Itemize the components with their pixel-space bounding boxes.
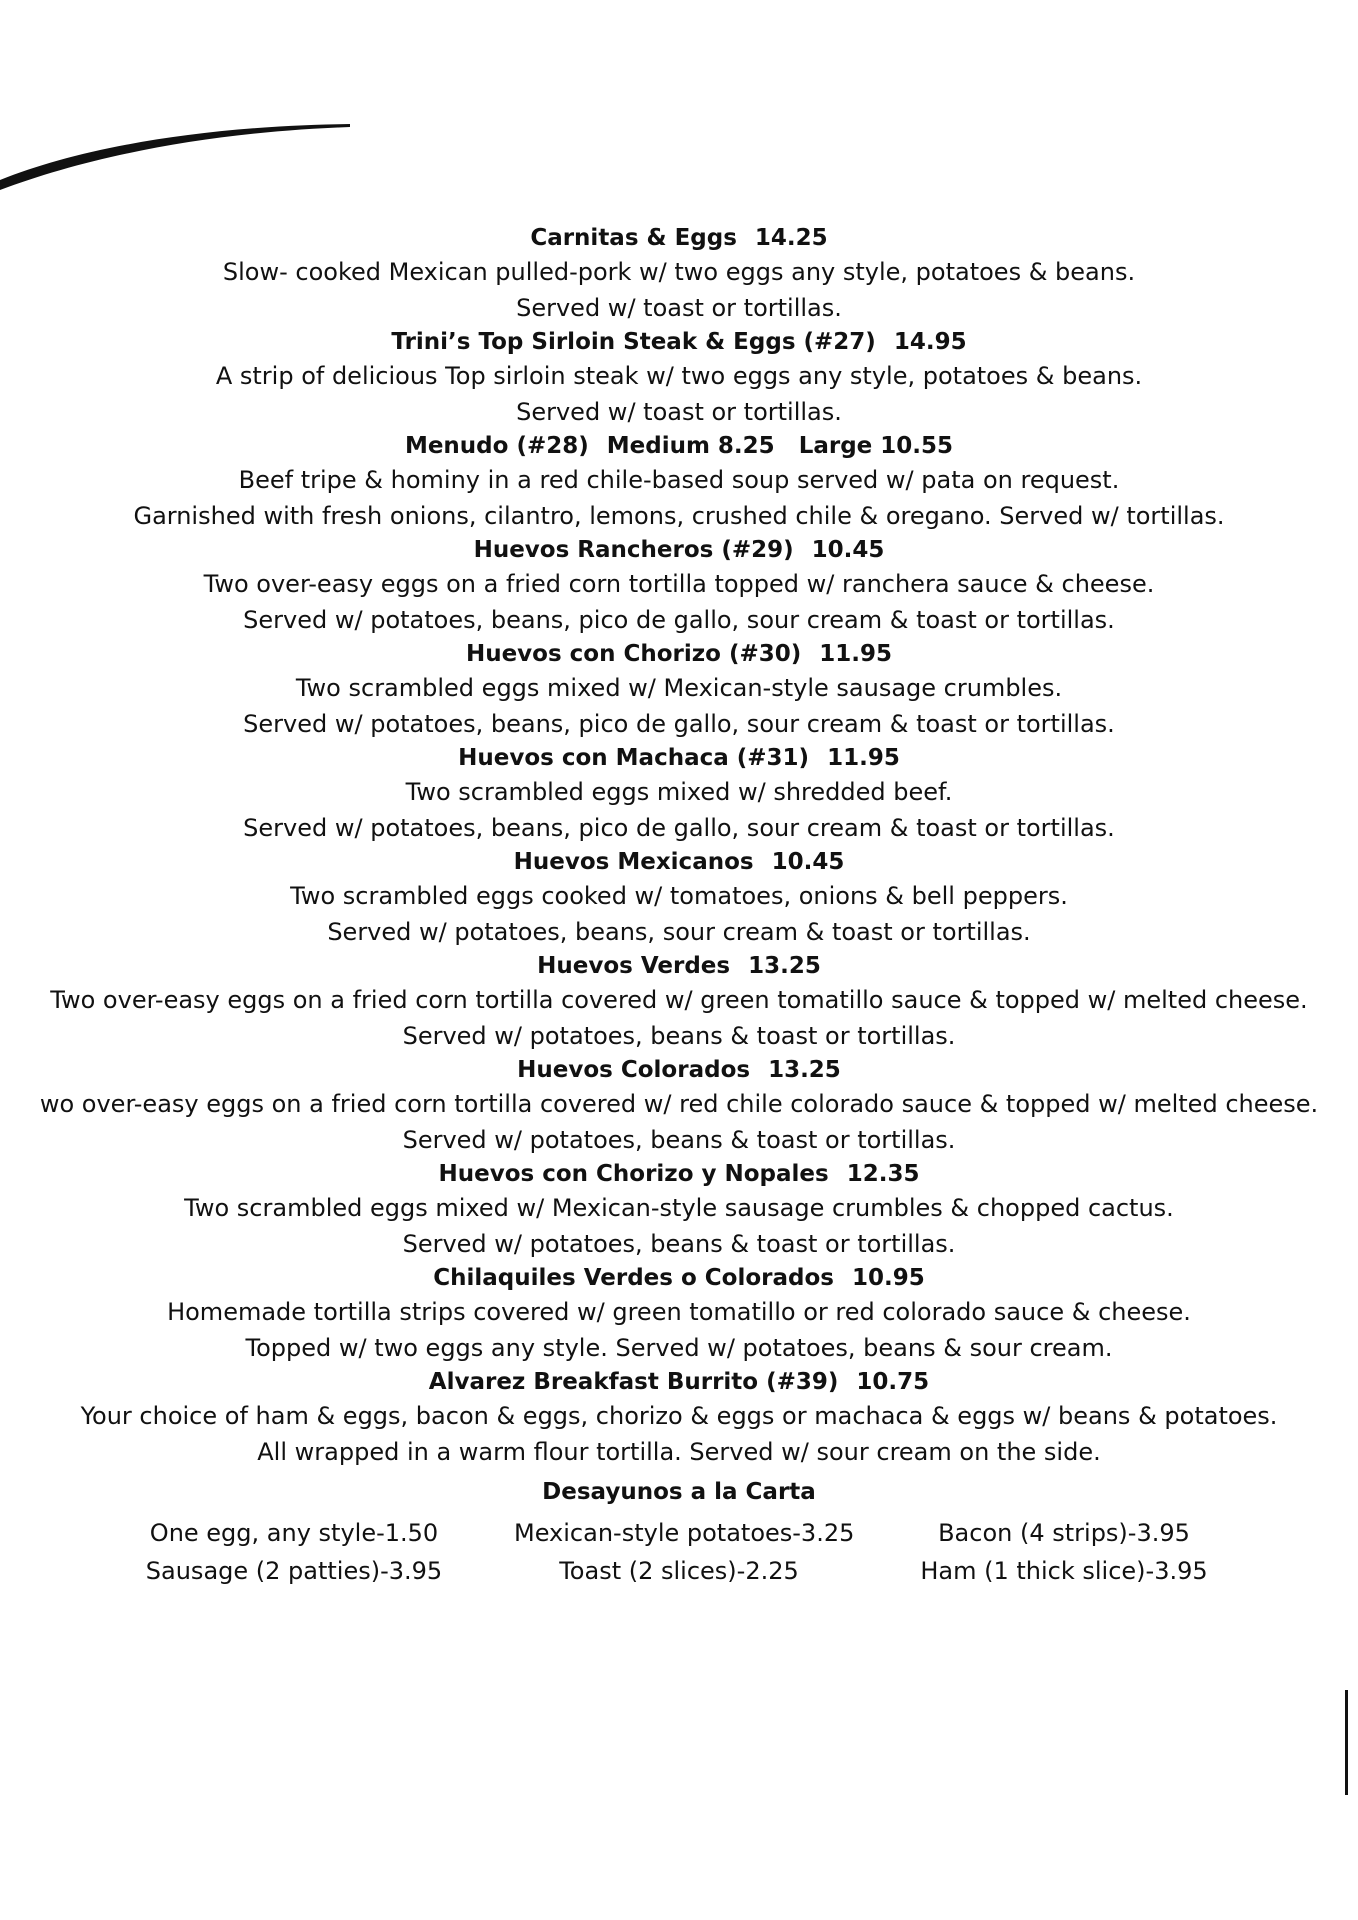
- item-title: [0, 534, 1358, 566]
- item-name: Huevos Colorados: [517, 1057, 751, 1083]
- item-title: [0, 638, 1358, 670]
- item-name: Carnitas & Eggs: [530, 225, 737, 251]
- item-description-line: Served w/ potatoes, beans, pico de gallo, sour cream & toast or tortillas.: [243, 814, 1115, 842]
- item-title: [0, 1158, 1358, 1190]
- item-description-line: Slow- cooked Mexican pulled-pork w/ two eggs any style, potatoes & beans.: [222, 258, 1136, 286]
- item-title: [0, 742, 1358, 774]
- a-la-carta-column: [129, 1514, 459, 1590]
- a-la-carta-entry: Mexican-style potatoes-3.25: [514, 1519, 855, 1547]
- item-description-line: Served w/ potatoes, beans, pico de gallo, sour cream & toast or tortillas.: [243, 710, 1115, 738]
- menu-item: [0, 742, 1358, 846]
- a-la-carta-entry: Sausage (2 patties)-3.95: [145, 1557, 443, 1585]
- item-price: 13.25: [748, 953, 821, 979]
- item-name: Alvarez Breakfast Burrito (#39): [428, 1369, 839, 1395]
- a-la-carta-entry: Ham (1 thick slice)-3.95: [920, 1557, 1208, 1585]
- item-description-line: A strip of delicious Top sirloin steak w/ two eggs any style, potatoes & beans.: [215, 362, 1143, 390]
- a-la-carta-column: [514, 1514, 855, 1590]
- item-title: [0, 326, 1358, 358]
- item-description-line: Served w/ potatoes, beans & toast or tortillas.: [402, 1126, 956, 1154]
- item-name: Huevos Mexicanos: [513, 849, 754, 875]
- item-title: [0, 1054, 1358, 1086]
- item-name: Huevos con Chorizo y Nopales: [438, 1161, 829, 1187]
- item-title: [0, 1366, 1358, 1398]
- item-price: 11.95: [827, 745, 900, 771]
- item-description-line: Served w/ potatoes, beans, pico de gallo, sour cream & toast or tortillas.: [243, 606, 1115, 634]
- item-name: Trini’s Top Sirloin Steak & Eggs (#27): [391, 329, 876, 355]
- item-description-line: Two scrambled eggs cooked w/ tomatoes, onions & bell peppers.: [290, 882, 1068, 910]
- a-la-carta-entry: Toast (2 slices)-2.25: [559, 1557, 799, 1585]
- scan-artifact-mark: [0, 118, 360, 198]
- a-la-carta-column: [899, 1514, 1229, 1590]
- menu-item: [0, 534, 1358, 638]
- item-name: Menudo (#28): [404, 433, 589, 459]
- menu-item: [0, 430, 1358, 534]
- item-description-line: Two scrambled eggs mixed w/ Mexican-style sausage crumbles.: [295, 674, 1063, 702]
- item-price: 10.45: [771, 849, 845, 875]
- item-title: [0, 222, 1358, 254]
- item-description-line: Served w/ toast or tortillas.: [516, 398, 842, 426]
- a-la-carta-list: [129, 1514, 1229, 1590]
- item-description-line: Two over-easy eggs on a fried corn tortilla topped w/ ranchera sauce & cheese.: [203, 570, 1155, 598]
- item-title: [0, 950, 1358, 982]
- item-description-line: Two scrambled eggs mixed w/ Mexican-style sausage crumbles & chopped cactus.: [184, 1194, 1174, 1222]
- item-description-line: Served w/ potatoes, beans & toast or tortillas.: [402, 1230, 956, 1258]
- item-name: Huevos con Chorizo (#30): [465, 641, 802, 667]
- item-name: Huevos con Machaca (#31): [458, 745, 810, 771]
- item-price: 10.45: [811, 537, 885, 563]
- item-name: Chilaquiles Verdes o Colorados: [433, 1265, 834, 1291]
- item-name: Huevos Rancheros (#29): [473, 537, 794, 563]
- menu-item: [0, 638, 1358, 742]
- menu-item: [0, 1158, 1358, 1262]
- item-price: 10.95: [851, 1265, 925, 1291]
- item-title: [0, 1262, 1358, 1294]
- menu-item: [0, 222, 1358, 326]
- item-price: 14.25: [754, 225, 828, 251]
- menu-items: [0, 222, 1358, 1470]
- item-price: 14.95: [893, 329, 967, 355]
- menu-item: [0, 950, 1358, 1054]
- item-description-line: Your choice of ham & eggs, bacon & eggs, chorizo & eggs or machaca & eggs w/ beans & potatoes.: [80, 1402, 1278, 1430]
- item-price: 13.25: [768, 1057, 841, 1083]
- item-description-line: wo over-easy eggs on a fried corn tortilla covered w/ red chile colorado sauce & topped w/ melted cheese.: [39, 1090, 1319, 1118]
- a-la-carta-title: Desayunos a la Carta: [542, 1479, 816, 1505]
- item-description-line: Two over-easy eggs on a fried corn tortilla covered w/ green tomatillo sauce & topped w/ melted cheese.: [50, 986, 1308, 1014]
- menu-item: [0, 846, 1358, 950]
- item-description-line: All wrapped in a warm flour tortilla. Served w/ sour cream on the side.: [257, 1438, 1101, 1466]
- item-description-line: Garnished with fresh onions, cilantro, lemons, crushed chile & oregano. Served w/ tortillas.: [133, 502, 1225, 530]
- menu-item: [0, 1054, 1358, 1158]
- item-description-line: Served w/ potatoes, beans & toast or tortillas.: [402, 1022, 956, 1050]
- scan-edge-line: [1345, 1690, 1348, 1795]
- item-description-line: Beef tripe & hominy in a red chile-based soup served w/ pata on request.: [238, 466, 1120, 494]
- item-price: 10.75: [856, 1369, 930, 1395]
- a-la-carta-entry: Bacon (4 strips)-3.95: [938, 1519, 1190, 1547]
- breakfast-menu: [0, 222, 1358, 1590]
- item-title: [0, 430, 1358, 462]
- item-name: Huevos Verdes: [537, 953, 731, 979]
- a-la-carta-entry: One egg, any style-1.50: [149, 1519, 439, 1547]
- item-description-line: Homemade tortilla strips covered w/ green tomatillo or red colorado sauce & cheese.: [167, 1298, 1191, 1326]
- menu-item: [0, 1366, 1358, 1470]
- item-description-line: Served w/ potatoes, beans, sour cream & toast or tortillas.: [327, 918, 1031, 946]
- item-price: 12.35: [846, 1161, 920, 1187]
- item-description-line: Served w/ toast or tortillas.: [516, 294, 842, 322]
- item-description-line: Two scrambled eggs mixed w/ shredded beef.: [405, 778, 953, 806]
- item-price: Medium 8.25 Large 10.55: [606, 433, 954, 459]
- item-description-line: Topped w/ two eggs any style. Served w/ potatoes, beans & sour cream.: [245, 1334, 1113, 1362]
- menu-item: [0, 1262, 1358, 1366]
- menu-item: [0, 326, 1358, 430]
- item-title: [0, 846, 1358, 878]
- item-price: 11.95: [819, 641, 893, 667]
